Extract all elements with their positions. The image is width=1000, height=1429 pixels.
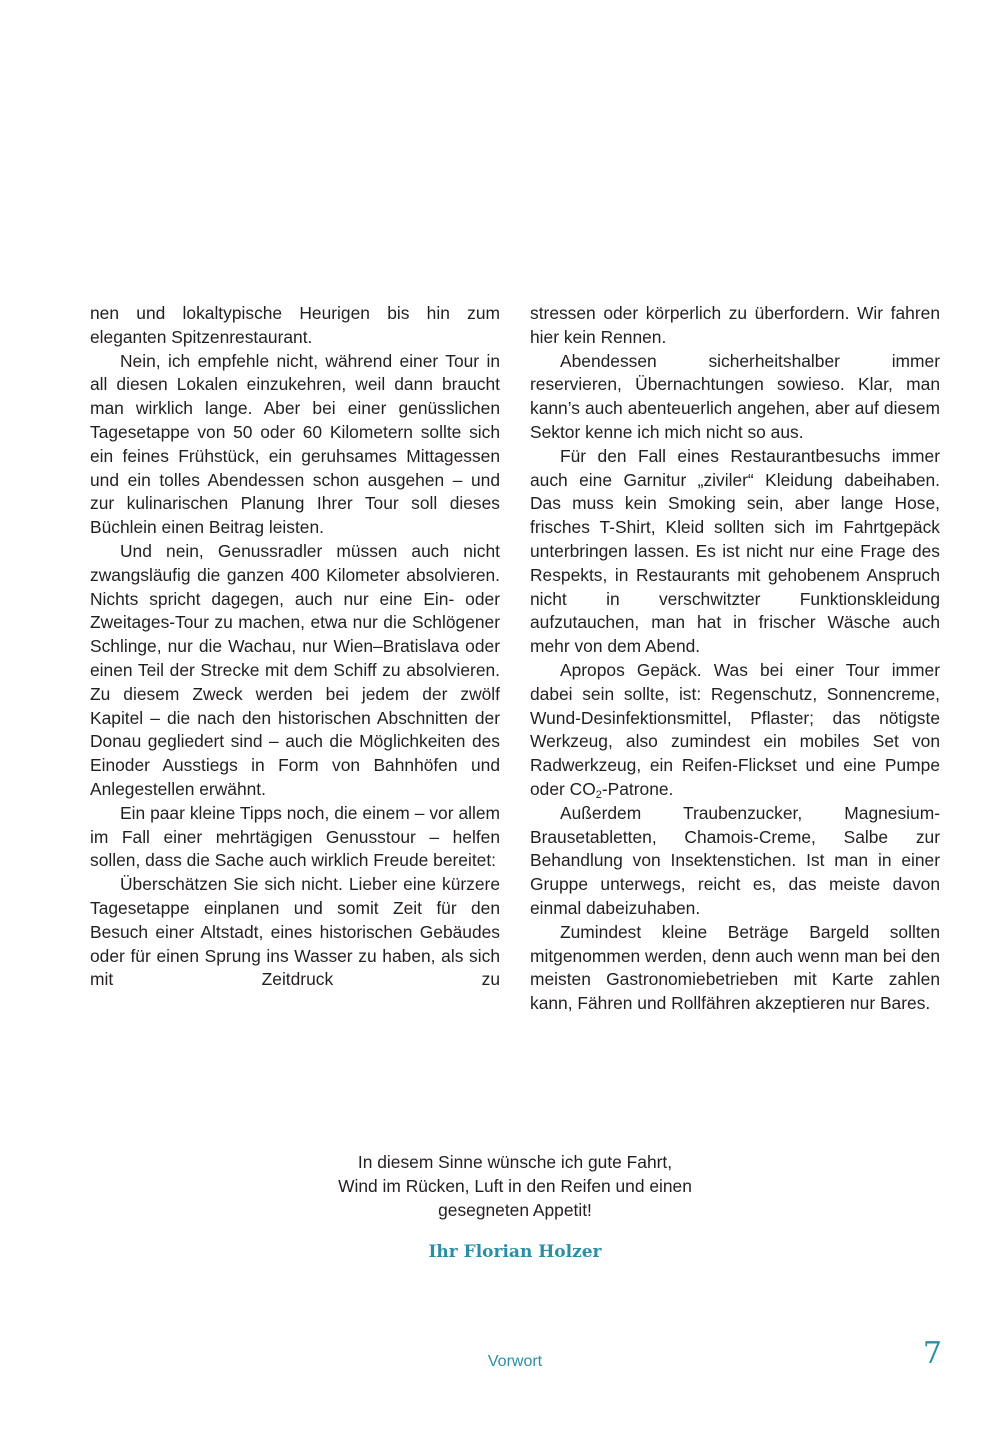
- page-number: 7: [922, 1336, 942, 1371]
- closing-line: Wind im Rücken, Luft in den Reifen und einen: [338, 1176, 692, 1196]
- paragraph: Für den Fall eines Restaurantbesuchs immer auch eine Garnitur „ziviler“ Kleidung dabeihaben. Das muss kein Smoking sein, aber lange Hose, frisches T-Shirt, Kleid sollten sich im Fahrtgepäck unterbringen lassen. Es ist nicht nur eine Frage des Respekts, in Restaurants mit gehobenem Anspruch nicht in verschwitzter Funktionskleidung aufzutauchen, man hat in frischer Wäsche auch mehr von dem Abend.: [530, 445, 940, 657]
- closing-line: In diesem Sinne wünsche ich gute Fahrt,: [357, 1152, 673, 1172]
- paragraph: nen und lokaltypische Heurigen bis hin zum eleganten Spitzenrestaurant.: [90, 303, 500, 347]
- paragraph-text: Apropos Gepäck. Was bei einer Tour immer dabei sein sollte, ist: Regenschutz, Sonnencreme, Wund-Desinfektionsmittel, Pflaster; das nötigste Werkzeug, also zumindest ein mobiles Set von Radwerkzeug, ein Reifen-Flickset und eine Pumpe oder CO: [530, 659, 940, 799]
- paragraph: Ein paar kleine Tipps noch, die einem – vor allem im Fall einer mehrtägigen Genusstour – helfen sollen, dass die Sache auch wirklich Freude bereitet:: [90, 802, 500, 871]
- subscript: 2: [595, 788, 602, 801]
- paragraph: stressen oder körperlich zu überfordern. Wir fahren hier kein Rennen.: [530, 303, 940, 347]
- paragraph-text: -Patrone.: [601, 778, 674, 799]
- right-text-column: [530, 302, 940, 1016]
- paragraph: Überschätzen Sie sich nicht. Lieber eine kürzere Tagesetappe einplanen und somit Zeit für den Besuch einer Altstadt, eines historischen Gebäudes oder für einen Sprung ins Wasser zu haben, als sich mit Zeitdruck zu: [90, 874, 500, 990]
- paragraph: Zumindest kleine Beträge Bargeld sollten mitgenommen werden, denn auch wenn man bei den meisten Gastronomiebetrieben mit Karte zahlen kann, Fähren und Rollfähren akzeptieren nur Bares.: [530, 921, 940, 1014]
- closing-line: gesegneten Appetit!: [438, 1200, 592, 1220]
- footer-section-label: Vorwort: [487, 1353, 543, 1370]
- author-signature: Ihr Florian Holzer: [428, 1242, 602, 1262]
- paragraph: Außerdem Traubenzucker, Magnesium-Brausetabletten, Chamois-Creme, Salbe zur Behandlung von Insektenstichen. Ist man in einer Gruppe unterwegs, reicht es, das meiste davon einmal dabeizuhaben.: [530, 802, 940, 918]
- paragraph: Und nein, Genussradler müssen auch nicht zwangsläufig die ganzen 400 Kilometer absolvieren. Nichts spricht dagegen, auch nur eine Ein- oder Zweitages-Tour zu machen, etwa nur die Schlögener Schlinge, nur die Wachau, nur Wien–Bratislava oder einen Teil der Strecke mit dem Schiff zu absolvieren. Zu diesem Zweck werden bei jedem der zwölf Kapitel – die nach den historischen Abschnitten der Donau gegliedert sind – auch die Möglichkeiten des Einoder Ausstiegs in Form von Bahnhöfen und Anlegestellen erwähnt.: [90, 540, 500, 799]
- closing-message: [0, 1150, 1000, 1222]
- left-text-column: [90, 302, 500, 992]
- paragraph-gepaeck: [530, 659, 940, 802]
- paragraph: Abendessen sicherheitshalber immer reservieren, Übernachtungen sowieso. Klar, man kann’s auch abenteuerlich angehen, aber auf diesem Sektor kenne ich mich nicht so aus.: [530, 350, 940, 442]
- paragraph: Nein, ich empfehle nicht, während einer Tour in all diesen Lokalen einzukehren, weil dann braucht man wirklich lange. Aber bei einer genüsslichen Tagesetappe von 50 oder 60 Kilometern sollte sich ein feines Frühstück, ein geruhsames Mittagessen und ein tolles Abendessen schon ausgehen – und zur kulinarischen Planung Ihrer Tour soll dieses Büchlein einen Beitrag leisten.: [90, 350, 500, 538]
